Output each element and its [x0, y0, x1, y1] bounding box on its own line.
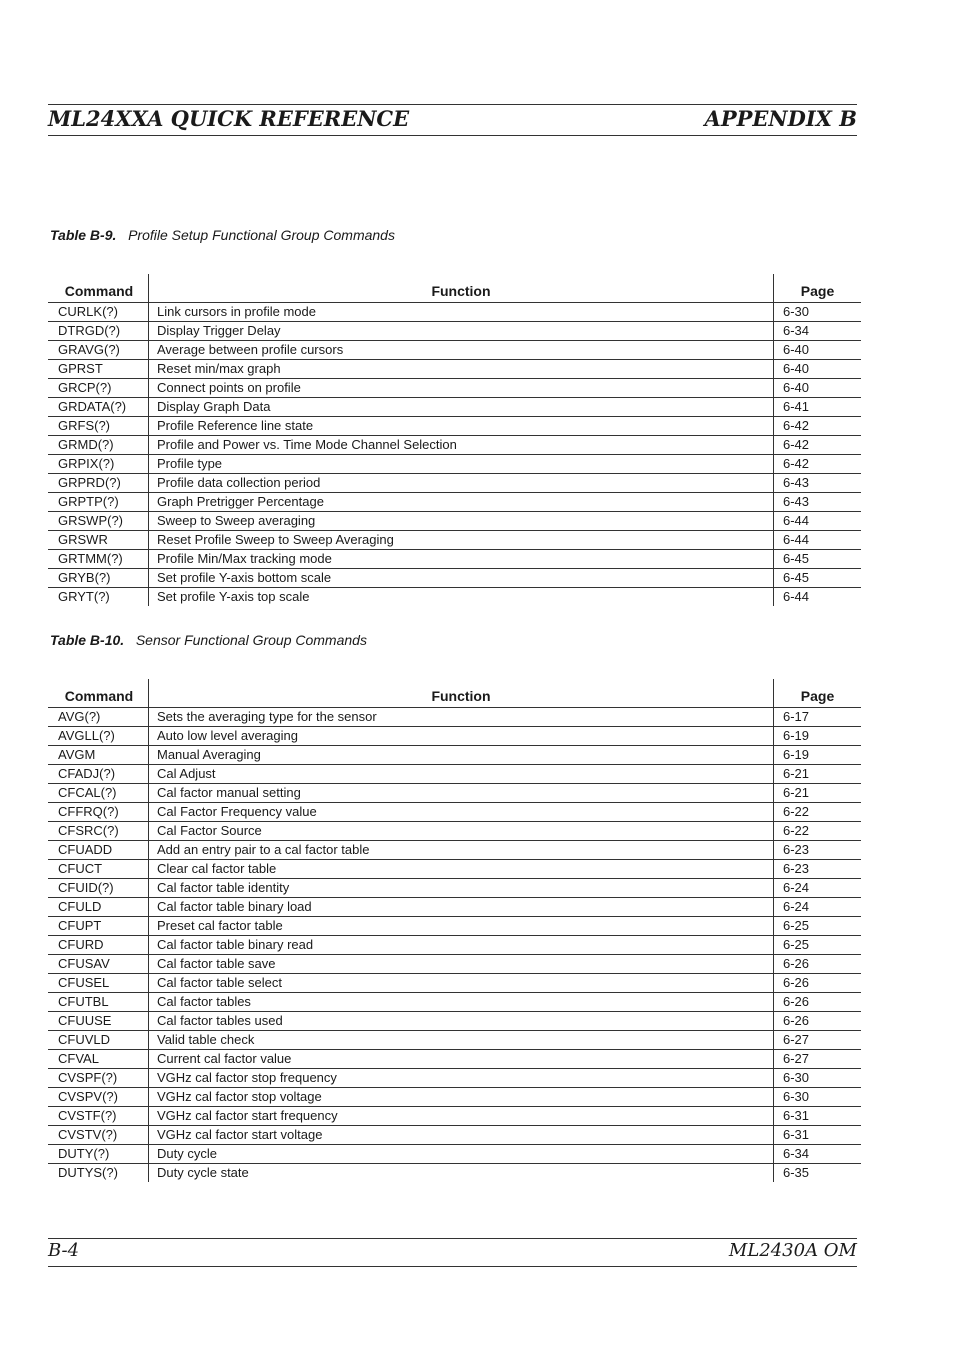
page-cell: 6-25: [774, 917, 862, 936]
column-header-function: Function: [149, 274, 774, 303]
function-cell: VGHz cal factor stop frequency: [149, 1069, 774, 1088]
table-row: [48, 303, 861, 322]
function-cell: Manual Averaging: [149, 746, 774, 765]
page-cell: 6-30: [774, 1088, 862, 1107]
page-cell: 6-30: [774, 1069, 862, 1088]
command-cell: DUTYS(?): [58, 1165, 118, 1180]
command-cell: CFURD: [48, 936, 149, 955]
table-label: Table B-10.: [50, 632, 125, 648]
page-cell: 6-22: [774, 803, 862, 822]
table-row: [48, 955, 861, 974]
command-cell: CURLK(?): [48, 303, 149, 322]
table-row: [48, 493, 861, 512]
page-cell: 6-22: [774, 822, 862, 841]
table-row: [48, 531, 861, 550]
page-cell: 6-35: [774, 1164, 862, 1183]
function-cell: Auto low level averaging: [149, 727, 774, 746]
table-row: [48, 784, 861, 803]
function-cell: Current cal factor value: [149, 1050, 774, 1069]
command-cell: AVGM: [48, 746, 149, 765]
command-cell: GRYT(?): [58, 589, 110, 604]
function-cell: Cal factor table select: [149, 974, 774, 993]
table-row: [48, 1145, 861, 1164]
function-cell: Cal Adjust: [149, 765, 774, 784]
table-row: [48, 841, 861, 860]
command-cell: CFUTBL: [48, 993, 149, 1012]
command-cell: GRPRD(?): [48, 474, 149, 493]
table-row: [48, 898, 861, 917]
command-cell: GRDATA(?): [48, 398, 149, 417]
table-row: [48, 1031, 861, 1050]
page-cell: 6-34: [774, 322, 862, 341]
function-cell: Reset Profile Sweep to Sweep Averaging: [149, 531, 774, 550]
table-row: [48, 341, 861, 360]
table-row: [48, 360, 861, 379]
table-row: [48, 803, 861, 822]
table-row: [48, 322, 861, 341]
sensor-commands-table: [48, 679, 861, 1182]
table-header-row: [48, 679, 861, 708]
table-row: [48, 588, 861, 607]
table-row: [48, 1069, 861, 1088]
column-header-function: Function: [149, 679, 774, 708]
page-cell: 6-23: [774, 860, 862, 879]
table-row: [48, 550, 861, 569]
command-cell: CVSTF(?): [48, 1107, 149, 1126]
function-cell: Cal factor table binary read: [149, 936, 774, 955]
function-cell: Link cursors in profile mode: [149, 303, 774, 322]
table-row: [48, 765, 861, 784]
function-cell: Duty cycle: [149, 1145, 774, 1164]
function-cell: Cal factor manual setting: [149, 784, 774, 803]
page-cell: 6-21: [774, 784, 862, 803]
page-cell: 6-44: [774, 512, 862, 531]
command-cell: CFCAL(?): [48, 784, 149, 803]
page-cell: 6-40: [774, 360, 862, 379]
command-cell: CVSTV(?): [48, 1126, 149, 1145]
command-cell: CVSPF(?): [48, 1069, 149, 1088]
function-cell: Sweep to Sweep averaging: [149, 512, 774, 531]
table-header-row: [48, 274, 861, 303]
page-cell: 6-42: [774, 436, 862, 455]
page-cell: 6-26: [774, 1012, 862, 1031]
table-row: [48, 1012, 861, 1031]
page-cell: 6-19: [774, 746, 862, 765]
function-cell: VGHz cal factor stop voltage: [149, 1088, 774, 1107]
function-cell: Average between profile cursors: [149, 341, 774, 360]
page-header: [48, 104, 857, 136]
function-cell: Clear cal factor table: [149, 860, 774, 879]
table-row: [48, 379, 861, 398]
command-cell: DTRGD(?): [48, 322, 149, 341]
table-row: [48, 936, 861, 955]
page-number: B-4: [48, 1240, 80, 1261]
column-header-page: Page: [774, 679, 862, 708]
function-cell: VGHz cal factor start frequency: [149, 1107, 774, 1126]
table-row: [48, 1050, 861, 1069]
command-cell: CFUADD: [48, 841, 149, 860]
table-row: [48, 1107, 861, 1126]
table-row: [48, 879, 861, 898]
page-cell: 6-34: [774, 1145, 862, 1164]
function-cell: Set profile Y-axis bottom scale: [149, 569, 774, 588]
table-row: [48, 1126, 861, 1145]
function-cell: Cal factor tables used: [149, 1012, 774, 1031]
command-cell: CFUSAV: [48, 955, 149, 974]
page-cell: 6-40: [774, 379, 862, 398]
function-cell: Cal Factor Source: [149, 822, 774, 841]
command-cell: DUTY(?): [48, 1145, 149, 1164]
page-cell: 6-21: [774, 765, 862, 784]
function-cell: Display Trigger Delay: [149, 322, 774, 341]
table-row: [48, 417, 861, 436]
command-cell: CFUUSE: [48, 1012, 149, 1031]
command-cell: CVSPV(?): [48, 1088, 149, 1107]
table-row: [48, 708, 861, 727]
command-cell: GRYB(?): [48, 569, 149, 588]
page-cell: 6-44: [774, 531, 862, 550]
function-cell: Profile type: [149, 455, 774, 474]
page-cell: 6-17: [774, 708, 862, 727]
page-cell: 6-24: [774, 898, 862, 917]
column-header-page: Page: [774, 274, 862, 303]
command-cell: CFSRC(?): [48, 822, 149, 841]
function-cell: Connect points on profile: [149, 379, 774, 398]
command-cell: AVG(?): [48, 708, 149, 727]
page-cell: 6-31: [774, 1126, 862, 1145]
command-cell: GPRST: [48, 360, 149, 379]
profile-setup-commands-table: [48, 274, 861, 606]
function-cell: Profile Min/Max tracking mode: [149, 550, 774, 569]
function-cell: VGHz cal factor start voltage: [149, 1126, 774, 1145]
command-cell: CFUID(?): [48, 879, 149, 898]
table-row: [48, 512, 861, 531]
function-cell: Preset cal factor table: [149, 917, 774, 936]
command-cell: CFUVLD: [48, 1031, 149, 1050]
command-cell: GRSWR: [48, 531, 149, 550]
table-label: Table B-9.: [50, 227, 117, 243]
function-cell: Cal factor table binary load: [149, 898, 774, 917]
column-header-command: Command: [48, 679, 149, 708]
header-title: ML24XXA QUICK REFERENCE: [48, 106, 410, 131]
page-cell: 6-26: [774, 974, 862, 993]
function-cell: Add an entry pair to a cal factor table: [149, 841, 774, 860]
function-cell: Valid table check: [149, 1031, 774, 1050]
command-cell: GRPTP(?): [48, 493, 149, 512]
page-cell: 6-41: [774, 398, 862, 417]
command-cell: GRCP(?): [48, 379, 149, 398]
page-cell: 6-44: [774, 588, 862, 607]
command-cell: CFADJ(?): [48, 765, 149, 784]
table-row: [48, 822, 861, 841]
page-cell: 6-31: [774, 1107, 862, 1126]
command-cell: GRAVG(?): [48, 341, 149, 360]
table-row: [48, 917, 861, 936]
table-caption-b10: [50, 632, 367, 648]
table-row: [48, 398, 861, 417]
page-cell: 6-30: [774, 303, 862, 322]
page-cell: 6-42: [774, 417, 862, 436]
page-cell: 6-25: [774, 936, 862, 955]
header-appendix: APPENDIX B: [704, 106, 857, 131]
page-footer: [48, 1238, 857, 1267]
document-name: ML2430A OM: [728, 1240, 857, 1261]
function-cell: Cal factor tables: [149, 993, 774, 1012]
function-cell: Cal factor table save: [149, 955, 774, 974]
page-cell: 6-45: [774, 569, 862, 588]
table-row: [48, 727, 861, 746]
page-cell: 6-45: [774, 550, 862, 569]
column-header-command: Command: [48, 274, 149, 303]
function-cell: Sets the averaging type for the sensor: [149, 708, 774, 727]
table-title: Sensor Functional Group Commands: [135, 632, 367, 648]
table-row: [48, 993, 861, 1012]
function-cell: Display Graph Data: [149, 398, 774, 417]
table-row: [48, 1088, 861, 1107]
page-cell: 6-26: [774, 993, 862, 1012]
table-row: [48, 974, 861, 993]
function-cell: Cal factor table identity: [149, 879, 774, 898]
table-caption-b9: [50, 227, 395, 243]
page-cell: 6-43: [774, 493, 862, 512]
table-row: [48, 746, 861, 765]
table-row: [48, 455, 861, 474]
table-row: [48, 860, 861, 879]
function-cell: Cal Factor Frequency value: [149, 803, 774, 822]
function-cell: Set profile Y-axis top scale: [149, 588, 774, 607]
command-cell: AVGLL(?): [48, 727, 149, 746]
page-cell: 6-26: [774, 955, 862, 974]
table-row: [48, 569, 861, 588]
command-cell: GRSWP(?): [48, 512, 149, 531]
page-cell: 6-24: [774, 879, 862, 898]
command-cell: CFULD: [48, 898, 149, 917]
command-cell: CFFRQ(?): [48, 803, 149, 822]
function-cell: Reset min/max graph: [149, 360, 774, 379]
table-row: [48, 436, 861, 455]
table-row: [48, 474, 861, 493]
function-cell: Profile Reference line state: [149, 417, 774, 436]
page-cell: 6-40: [774, 341, 862, 360]
page-cell: 6-42: [774, 455, 862, 474]
command-cell: GRMD(?): [48, 436, 149, 455]
table-row: [48, 1164, 861, 1183]
function-cell: Profile and Power vs. Time Mode Channel Selection: [149, 436, 774, 455]
command-cell: GRFS(?): [48, 417, 149, 436]
command-cell: CFVAL: [48, 1050, 149, 1069]
page-cell: 6-27: [774, 1031, 862, 1050]
page-cell: 6-27: [774, 1050, 862, 1069]
page-cell: 6-23: [774, 841, 862, 860]
function-cell: Profile data collection period: [149, 474, 774, 493]
page-cell: 6-19: [774, 727, 862, 746]
command-cell: GRTMM(?): [48, 550, 149, 569]
command-cell: CFUSEL: [48, 974, 149, 993]
function-cell: Duty cycle state: [149, 1164, 774, 1183]
page-cell: 6-43: [774, 474, 862, 493]
command-cell: CFUCT: [48, 860, 149, 879]
function-cell: Graph Pretrigger Percentage: [149, 493, 774, 512]
command-cell: GRPIX(?): [48, 455, 149, 474]
table-title: Profile Setup Functional Group Commands: [128, 227, 395, 243]
command-cell: CFUPT: [48, 917, 149, 936]
